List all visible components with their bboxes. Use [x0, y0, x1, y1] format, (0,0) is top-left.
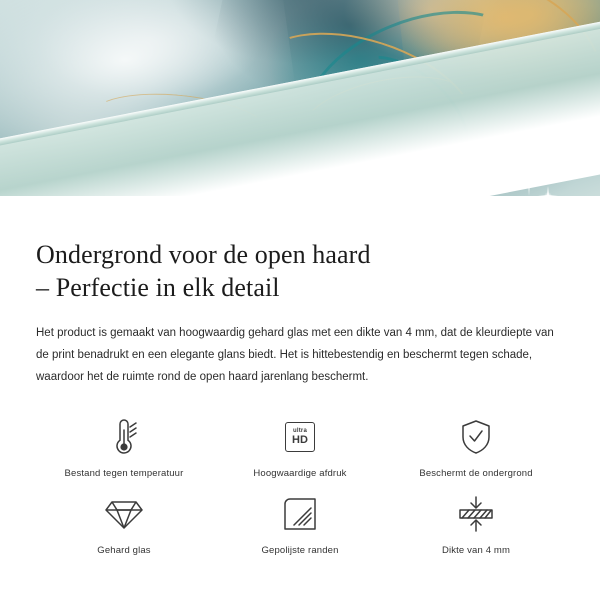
hero-bottom-fade — [0, 196, 600, 222]
feature-item — [388, 414, 564, 479]
hero-image — [0, 0, 600, 222]
ultra-hd-icon — [285, 414, 315, 460]
feature-label: Gehard glas — [97, 545, 151, 556]
body-paragraph: Het product is gemaakt van hoogwaardig gehard glas met een dikte van 4 mm, dat de kleurdiepte van de print benadrukt en een elegante glans biedt. Het is hittebestendig en beschermt tegen schade, waardoor het de ruimte rond de open haard jarenlang beschermt. — [36, 327, 554, 383]
thermometer-icon — [107, 414, 141, 460]
feature-item — [388, 491, 564, 556]
thickness-4mm-icon — [456, 491, 496, 537]
ultra-hd-bottom-label: HD — [292, 434, 308, 446]
polished-edges-icon — [282, 491, 318, 537]
feature-item — [36, 414, 212, 479]
feature-label: Gepolijste randen — [261, 545, 339, 556]
page-title — [36, 238, 564, 304]
feature-item — [36, 491, 212, 556]
feature-label: Dikte van 4 mm — [441, 545, 511, 556]
shield-check-icon — [458, 414, 494, 460]
content-area — [0, 238, 600, 556]
feature-label: Bestand tegen temperatuur — [64, 468, 184, 479]
feature-item — [212, 414, 388, 479]
feature-label: Hoogwaardige afdruk — [253, 468, 347, 479]
ultra-hd-top-label: ultra — [292, 428, 307, 434]
headline-line-1: Ondergrond voor de open haard — [36, 240, 371, 269]
feature-label: Beschermt de ondergrond — [419, 468, 533, 479]
diamond-icon — [104, 491, 144, 537]
headline-line-2: – Perfectie in elk detail — [36, 273, 280, 302]
feature-item — [212, 491, 388, 556]
feature-grid — [36, 414, 564, 556]
